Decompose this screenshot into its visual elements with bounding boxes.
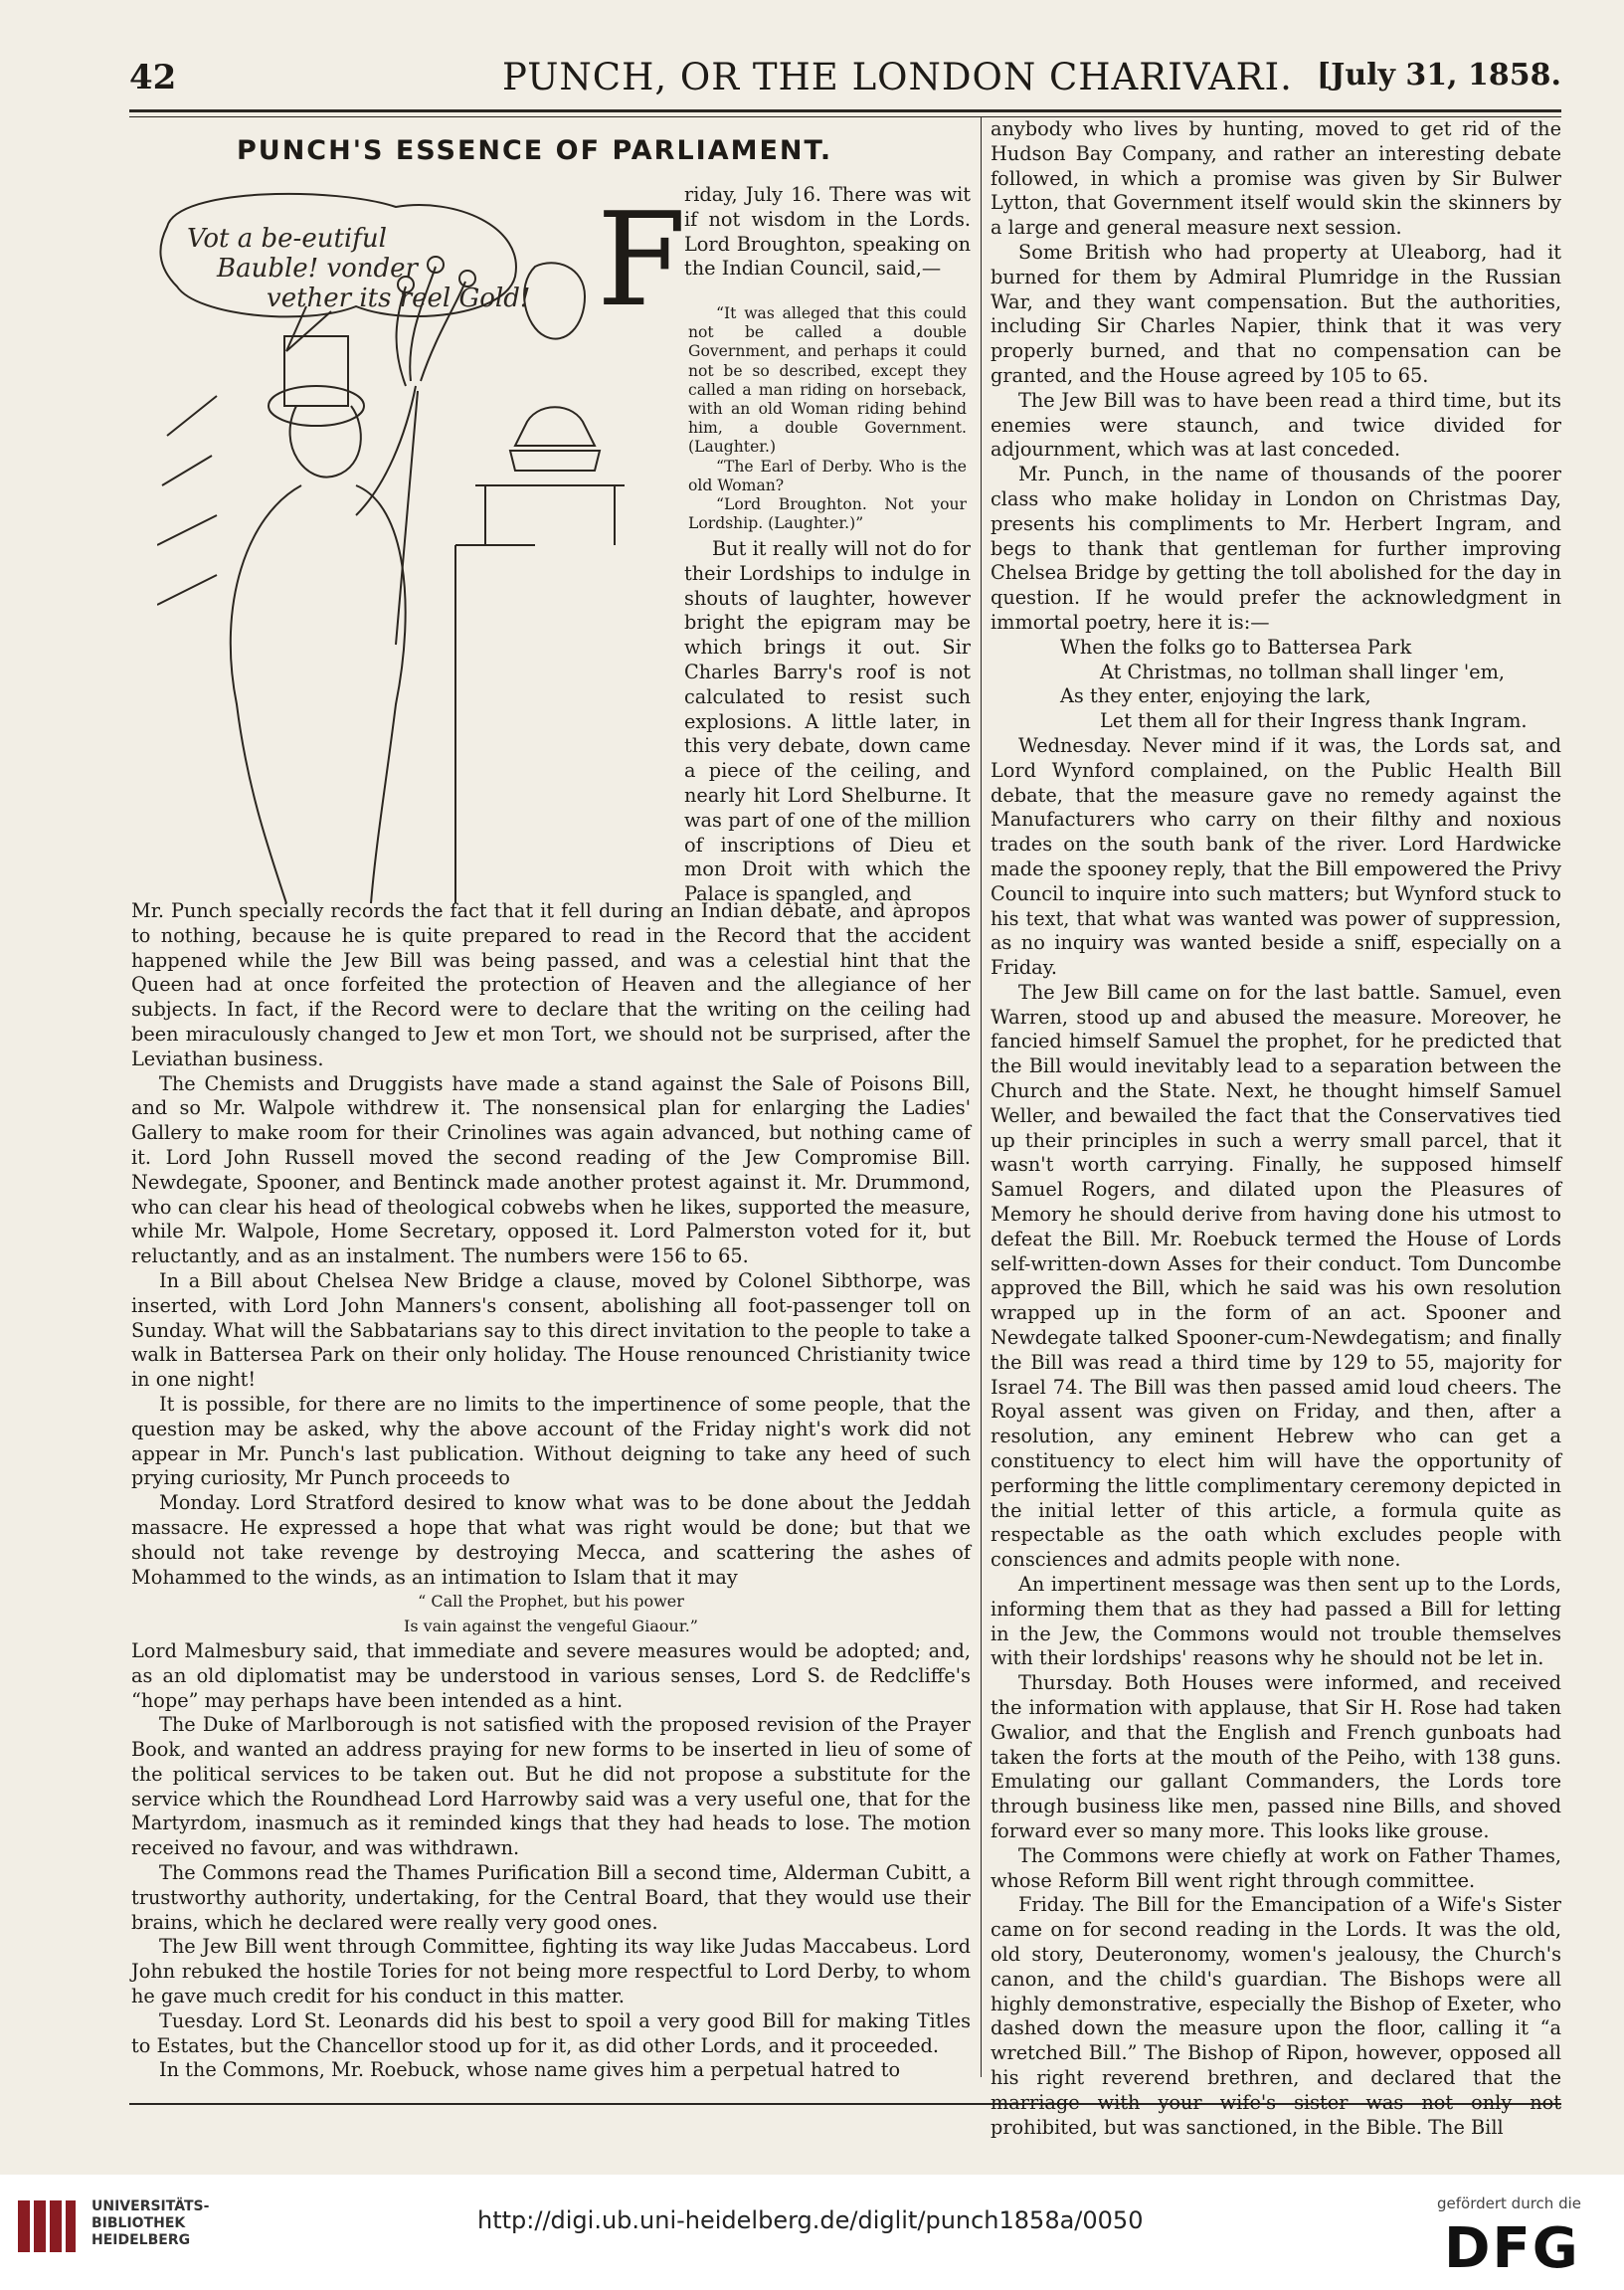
left-column-top <box>684 183 971 282</box>
page-header <box>129 52 1561 97</box>
paragraph: But it really will not do for their Lordships to indulge in shouts of laughter, however bright the epigram may be which brings it out. Sir Charles Barry's roof is not calculated to resist such explosions. A little later, in this very debate, down came a piece of the ceiling, and nearly hit Lord Shelburne. It was part of one of the million of inscriptions of Dieu et mon Droit with which the Palace is spangled, and <box>684 537 971 906</box>
paragraph: Tuesday. Lord St. Leonards did his best to spoil a very good Bill for making Titles to Estates, but the Chancellor stood up for it, as did other Lords, and it proceeded. <box>131 2008 971 2057</box>
verse-line: Let them all for their Ingress thank Ingram. <box>1100 709 1528 733</box>
paragraph: An impertinent message was then sent up to the Lords, informing them that as they had passed a Bill for letting in the Jew, the Commons would not trouble themselves with their lordships' reasons why he should not be let in. <box>991 1573 1561 1670</box>
paragraph: In a Bill about Chelsea New Bridge a clause, moved by Colonel Sibthorpe, was inserted, with Lord John Manners's consent, abolishing all foot-passenger toll on Sunday. What will the Sabbatarians say to this direct invitation to the people to take a walk in Battersea Park on their only holiday. The House renounced Christianity twice in one night! <box>131 1268 971 1392</box>
dfg-logo: DFG <box>1444 2216 1580 2281</box>
paragraph: Monday. Lord Stratford desired to know what was to be done about the Jeddah massacre. He expressed a hope that what was right would be done; but that we should not take revenge by destroying Mecca, and scattering the ashes of Mohammed to the winds, as an intimation to Islam that it may <box>131 1491 971 1589</box>
article-heading: PUNCH'S ESSENCE OF PARLIAMENT. <box>237 135 833 166</box>
paragraph: anybody who lives by hunting, moved to get rid of the Hudson Bay Company, and rather an interesting debate followed, in which a promise was given by Sir Bulwer Lytton, that Government itself would skin the skinners by a large and general measure next session. <box>991 117 1561 240</box>
paragraph: Thursday. Both Houses were informed, and received the information with applause, that Sir H. Rose had taken Gwalior, and that the English and French gunboats had taken the forts at the mouth of the Peiho, with 138 guns. Emulating our gallant Commanders, the Lords tore through business like men, passed nine Bills, and shoved forward ever so many more. This looks like grouse. <box>991 1671 1561 1842</box>
university-library-logo-icon <box>14 2196 80 2256</box>
paragraph: Wednesday. Never mind if it was, the Lords sat, and Lord Wynford complained, on the Public Health Bill debate, that the measure gave no remedy against the Manufacturers who carry on their filthy and noxious trades on the south bank of the river. Lord Hardwicke made the spooney reply, that the Bill empowered the Privy Council to inquire into such matters; but Wynford stuck to his text, that what was wanted was power of suppression, as no inquiry was wanted beside a sniff, especially on a Friday. <box>991 733 1561 980</box>
quote-paragraph: “Lord Broughton. Not your Lordship. (Laughter.)” <box>688 495 967 533</box>
paragraph: The Duke of Marlborough is not satisfied with the proposed revision of the Prayer Book, and wanted an address praying for new forms to be inserted in lieu of some of the political services to be taken out. But he did not propose a substitute for the service which the Roundhead Lord Harrowby said was a very useful one, that for the Martyrdom, inasmuch as it reminded kings that they had heads to lose. The motion received no favour, and was withdrawn. <box>131 1713 971 1860</box>
digitization-footer <box>0 2175 1624 2290</box>
paragraph: The Jew Bill was to have been read a third time, but its enemies were staunch, and twice divided for adjournment, which was at last conceded. <box>991 388 1561 462</box>
paragraph: Friday. The Bill for the Emancipation of a Wife's Sister came on for second reading in the Lords. It was the old, old story, Deuteronomy, women's jealousy, the Church's canon, and the child's guardian. The Bishops were all highly demonstrative, especially the Bishop of Exeter, who dashed down the measure upon the floor, calling it “a wretched Bill.” The Bishop of Ripon, however, opposed all his right reverend brethren, and declared that the marriage with your wife's sister was not only not prohibited, but was sanctioned, in the Bible. The Bill <box>991 1893 1561 2139</box>
paragraph: Some British who had property at Uleaborg, had it burned for them by Admiral Plumridge in the Russian War, and they want compensation. But the authorities, including Sir Charles Napier, think that it was very properly burned, and that no compensation can be granted, and the House agreed by 105 to 65. <box>991 240 1561 387</box>
paragraph: In the Commons, Mr. Roebuck, whose name gives him a perpetual hatred to <box>159 2058 901 2082</box>
paragraph: The Chemists and Druggists have made a stand against the Sale of Poisons Bill, and so Mr. Walpole withdrew it. The nonsensical plan for enlarging the Ladies' Gallery to make room for their Crinolines was again advanced, but nothing came of it. Lord John Russell moved the second reading of the Jew Compromise Bill. Newdegate, Spooner, and Bentinck made another protest against it. Mr. Drummond, who can clear his head of theological cobwebs when he likes, supported the measure, while Mr. Walpole, Home Secretary, opposed it. Lord Palmerston voted for it, but reluctantly, and as an instalment. The numbers were 156 to 65. <box>131 1071 971 1268</box>
paragraph: Mr. Punch specially records the fact that it fell during an Indian debate, and àpropos to nothing, because he is quite prepared to read in the Record that the accident happened while the Jew Bill was being passed, and was a celestial hint that the Queen had at once forfeited the protection of Heaven and the allegiance of her subjects. In fact, if the Record were to declare that the writing on the ceiling had been miraculously changed to Jew et mon Tort, we should not be surprised, after the Leviathan business. <box>131 899 971 1070</box>
paragraph: The Commons read the Thames Purification Bill a second time, Alderman Cubitt, a trustworthy authority, undertaking, for the Central Board, that they would use their brains, which he declared were really very good ones. <box>131 1861 971 1934</box>
library-name: UNIVERSITÄTS- BIBLIOTHEK HEIDELBERG <box>91 2198 210 2248</box>
masthead-title: PUNCH, OR THE LONDON CHARIVARI. <box>502 56 1293 98</box>
drop-cap-letter: F <box>597 184 687 335</box>
digital-collection-link[interactable]: http://digi.ub.uni-heidelberg.de/diglit/punch1858a/0050 <box>477 2206 1144 2234</box>
left-column-full <box>131 899 971 2083</box>
couplet-line: Is vain against the vengeful Giaour.” <box>404 1617 698 1636</box>
page-number: 42 <box>129 58 177 97</box>
paragraph: It is possible, for there are no limits to the impertinence of some people, that the question may be asked, why the above account of the Friday night's work did not appear in Mr. Punch's last publication. Without deigning to take any heed of such prying curiosity, Mr Punch proceeds to <box>131 1392 971 1490</box>
left-column-narrow <box>684 537 971 907</box>
right-column <box>991 117 1561 2140</box>
couplet-line: “ Call the Prophet, but his power <box>418 1592 684 1612</box>
verse-line: At Christmas, no tollman shall linger 'em, <box>1100 660 1506 683</box>
paragraph: The Commons were chiefly at work on Father Thames, whose Reform Bill went right through committee. <box>991 1843 1561 1892</box>
quote-paragraph: “The Earl of Derby. Who is the old Woman? <box>688 457 967 494</box>
paragraph: The Jew Bill came on for the last battle. Samuel, even Warren, stood up and abused the measure. Moreover, he fancied himself Samuel the prophet, for he predicted that the Bill would inevitably lead to a separation between the Church and the State. Next, he thought himself Samuel Weller, and bewailed the fact that the Conservatives tied up their principles in such a werry small parcel, that it wasn't worth carrying. Finally, he supposed himself Samuel Rogers, and dilated upon the Pleasures of Memory he should derive from having done his utmost to defeat the Bill. Mr. Roebuck termed the House of Lords self-written-down Asses for their conduct. Tom Duncombe approved the Bill, which he said was his own resolution wrapped up in the form of an act. Spooner and Newdegate talked Spooner-cum-Newdegatism; and finally the Bill was read a third time by 129 to 55, majority for Israel 74. The Bill was then passed amid loud cheers. The Royal assent was given on Friday, and then, after a resolution, any eminent Hebrew who can get a constituency to elect him will have the opportunity of performing the little complimentary ceremony depicted in the initial letter of this article, a formula quite as respectable as the oath which excludes people with consciences and admits people with none. <box>991 980 1561 1572</box>
left-column-quote <box>688 304 967 533</box>
issue-date: [July 31, 1858. <box>1316 58 1561 93</box>
paragraph: The Jew Bill went through Committee, fighting its way like Judas Maccabeus. Lord John rebuked the hostile Tories for not being more respectful to Lord Derby, to whom he gave much credit for his conduct in this matter. <box>131 1935 971 2008</box>
cartoon-speech-text: Vot a be-eutiful Bauble! vonder vether its reel Gold! <box>187 224 531 313</box>
paragraph: Lord Malmesbury said, that immediate and severe measures would be adopted; and, as an old diplomatist may be understood in various senses, Lord S. de Redcliffe's “hope” may perhaps have been intended as a hint. <box>131 1638 971 1712</box>
paragraph: riday, July 16. There was wit if not wisdom in the Lords. Lord Broughton, speaking on the Indian Council, said,— <box>684 183 971 281</box>
column-divider <box>981 117 982 2077</box>
funding-note: gefördert durch die <box>1437 2195 1581 2212</box>
verse-line: When the folks go to Battersea Park <box>1060 635 1412 659</box>
header-rule-thick <box>129 109 1561 112</box>
paragraph: Mr. Punch, in the name of thousands of the poorer class who make holiday in London on Christmas Day, presents his compliments to Mr. Herbert Ingram, and begs to thank that gentleman for further improving Chelsea Bridge by getting the toll abolished for the day in question. If he would prefer the acknowledgment in immortal poetry, here it is:— <box>991 463 1561 634</box>
quote-paragraph: “It was alleged that this could not be called a double Government, and perhaps it could not be so described, except they called a man riding on horseback, with an old Woman riding behind him, a double Government. (Laughter.) <box>688 304 967 457</box>
verse-line: As they enter, enjoying the lark, <box>1060 684 1371 708</box>
